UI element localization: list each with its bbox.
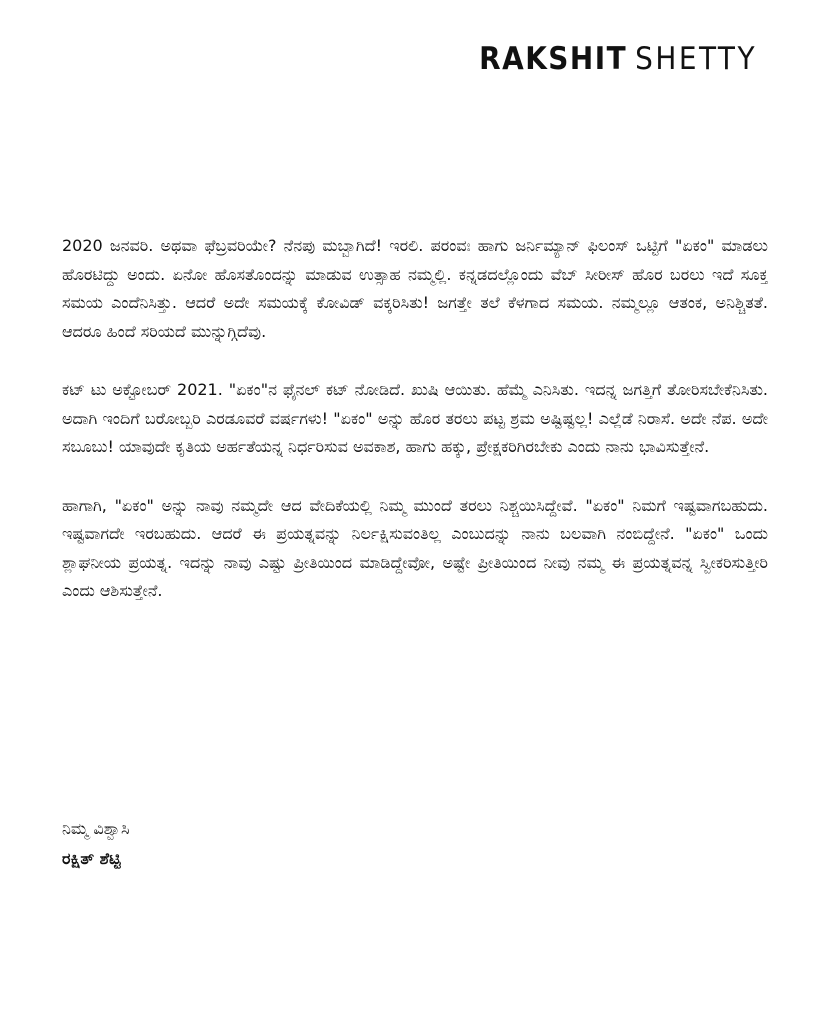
signoff-name: ರಕ್ಷಿತ್ ಶೆಟ್ಟಿ xyxy=(62,849,121,868)
letterhead-last-name: SHETTY xyxy=(635,41,757,77)
letter-paragraph-1: 2020 ಜನವರಿ. ಅಥವಾ ಫೆಬ್ರವರಿಯೇ? ನೆನಪು ಮಬ್ಬಾಗಿದೆ! ಇರಲಿ. ಪರಂವಃ ಹಾಗು ಜರ್ನಿಮ್ಯಾನ್ ಫಿಲಂಸ್ ಒಟ್ಟಿಗೆ "ಏಕಂ" ಮಾಡಲು ಹೊರಟಿದ್ದು ಅಂದು. ಏನೋ ಹೊಸತೊಂದನ್ನು ಮಾಡುವ ಉತ್ಸಾಹ ನಮ್ಮಲ್ಲಿ. ಕನ್ನಡದಲ್ಲೊಂದು ವೆಬ್ ಸೀರೀಸ್ ಹೊರ ಬರಲು ಇದೆ ಸೂಕ್ತ ಸಮಯ ಎಂದೆನಿಸಿತ್ತು. ಆದರೆ ಅದೇ ಸಮಯಕ್ಕೆ ಕೋವಿಡ್ ವಕ್ಕರಿಸಿತು! ಜಗತ್ತೇ ತಲೆ ಕೆಳಗಾದ ಸಮಯ. ನಮ್ಮಲ್ಲೂ ಆತಂಕ, ಅನಿಶ್ಚಿತತೆ. ಆದರೂ ಹಿಂದೆ ಸರಿಯದೆ ಮುನ್ನುಗ್ಗಿದೆವು. xyxy=(62,236,768,341)
signoff-block xyxy=(62,814,129,874)
letter-body xyxy=(62,232,768,636)
letterhead-title xyxy=(479,41,757,77)
letter-paragraph-2: ಕಟ್ ಟು ಅಕ್ಟೋಬರ್ 2021. "ಏಕಂ"ನ ಫೈನಲ್ ಕಟ್ ನೋಡಿದೆ. ಖುಷಿ ಆಯಿತು. ಹೆಮ್ಮೆ ಎನಿಸಿತು. ಇದನ್ನ ಜಗತ್ತಿಗೆ ತೋರಿಸಬೇಕೆನಿಸಿತು. ಅದಾಗಿ ಇಂದಿಗೆ ಬರೋಬ್ಬರಿ ಎರಡೂವರೆ ವರ್ಷಗಳು! "ಏಕಂ" ಅನ್ನು ಹೊರ ತರಲು ಪಟ್ಟ ಶ್ರಮ ಅಷ್ಟಿಷ್ಟಲ್ಲ! ಎಲ್ಲೆಡೆ ನಿರಾಸೆ. ಅದೇ ನೆಪ. ಅದೇ ಸಬೂಬು! ಯಾವುದೇ ಕೃತಿಯ ಅರ್ಹತೆಯನ್ನ ನಿರ್ಧರಿಸುವ ಅವಕಾಶ, ಹಾಗು ಹಕ್ಕು, ಪ್ರೇಕ್ಷಕರಿಗಿರಬೇಕು ಎಂದು ನಾನು ಭಾವಿಸುತ್ತೇನೆ. xyxy=(62,380,768,456)
letterhead-first-name: RAKSHIT xyxy=(479,41,628,77)
signoff-closing: ನಿಮ್ಮ ವಿಶ್ವಾಸಿ xyxy=(62,819,130,838)
letter-paragraph-3: ಹಾಗಾಗಿ, "ಏಕಂ" ಅನ್ನು ನಾವು ನಮ್ಮದೇ ಆದ ವೇದಿಕೆಯಲ್ಲಿ ನಿಮ್ಮ ಮುಂದೆ ತರಲು ನಿಶ್ಚಯಿಸಿದ್ದೇವೆ. "ಏಕಂ" ನಿಮಗೆ ಇಷ್ಟವಾಗಬಹುದು. ಇಷ್ಟವಾಗದೇ ಇರಬಹುದು. ಆದರೆ ಈ ಪ್ರಯತ್ನವನ್ನು ನಿರ್ಲಕ್ಷಿಸುವಂತಿಲ್ಲ ಎಂಬುದನ್ನು ನಾನು ಬಲವಾಗಿ ನಂಬಿದ್ದೇನೆ. "ಏಕಂ" ಒಂದು ಶ್ಲಾಘನೀಯ ಪ್ರಯತ್ನ. ಇದನ್ನು ನಾವು ಎಷ್ಟು ಪ್ರೀತಿಯಿಂದ ಮಾಡಿದ್ದೇವೋ, ಅಷ್ಟೇ ಪ್ರೀತಿಯಿಂದ ನೀವು ನಮ್ಮ ಈ ಪ್ರಯತ್ನವನ್ನ ಸ್ವೀಕರಿಸುತ್ತೀರಿ ಎಂದು ಆಶಿಸುತ್ತೇನೆ. xyxy=(62,495,768,600)
